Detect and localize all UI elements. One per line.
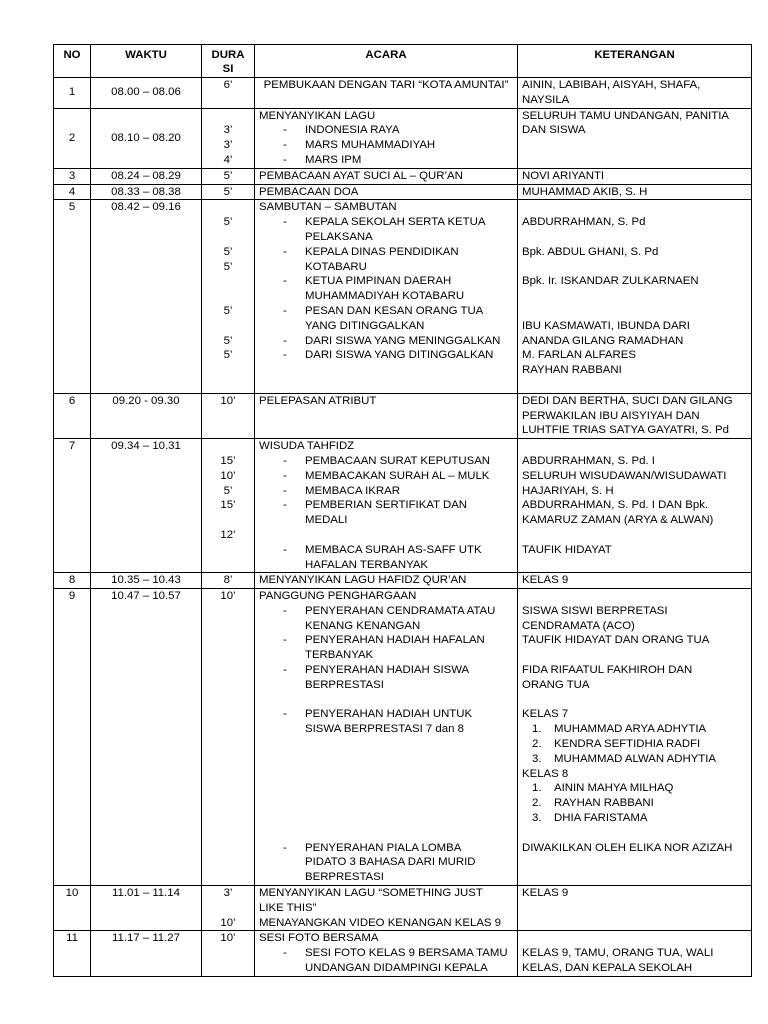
keterangan-line: LUHTFIE TRIAS SATYA GAYATRI, S. Pd — [522, 424, 729, 437]
acara-subitem: - PENYERAHAN CENDRAMATA ATAU KENANG KENANGAN — [259, 604, 513, 634]
table-row — [54, 184, 752, 200]
acara-subitem: - KETUA PIMPINAN DAERAH MUHAMMADIYAH KOTABARU — [259, 274, 513, 304]
row-waktu: 08.33 – 08.38 — [91, 184, 202, 200]
keterangan-line: DIWAKILKAN OLEH ELIKA NOR AZIZAH — [522, 841, 733, 854]
row-acara: PELEPASAN ATRIBUT — [255, 393, 518, 438]
durasi-item: 5’ — [223, 260, 233, 273]
row-no: 11 — [54, 931, 91, 976]
acara-subitem: - PENYERAHAN HADIAH SISWA BERPRESTASI — [259, 663, 513, 693]
acara-subitem: - PENYERAHAN HADIAH HAFALAN TERBANYAK — [259, 633, 513, 663]
row-no: 3 — [54, 168, 91, 184]
row-waktu: 10.35 – 10.43 — [91, 573, 202, 589]
keterangan-line: ABDURRAHMAN, S. Pd — [522, 216, 646, 229]
row-no: 2 — [54, 108, 91, 168]
row-no: 8 — [54, 573, 91, 589]
header-acara: ACARA — [255, 45, 518, 78]
acara-line: LIKE THIS” — [259, 901, 317, 914]
row-keterangan: SELURUH TAMU UNDANGAN, PANITIA DAN SISWA — [518, 108, 752, 168]
keterangan-line: HAJARIYAH, S. H — [522, 484, 614, 497]
header-durasi — [202, 45, 255, 78]
keterangan-line: IBU KASMAWATI, IBUNDA DARI — [522, 319, 690, 332]
header-durasi-text: DURASI — [211, 49, 245, 75]
durasi-item: 5’ — [223, 349, 233, 362]
acara-title: MENYANYIKAN LAGU — [259, 109, 376, 122]
table-row — [54, 108, 752, 168]
durasi-item: 5’ — [223, 245, 233, 258]
row-waktu: 08.24 – 08.29 — [91, 168, 202, 184]
acara-subitem: - MEMBACA SURAH AS-SAFF UTK HAFALAN TERBANYAK — [259, 543, 513, 573]
header-no: NO — [54, 45, 91, 78]
row-keterangan — [518, 439, 752, 573]
keterangan-line: ABDURRAHMAN, S. Pd. I DAN Bpk. — [522, 499, 709, 512]
acara-subitem: - PEMBERIAN SERTIFIKAT DAN MEDALI — [259, 498, 513, 528]
row-no: 7 — [54, 439, 91, 573]
table-row — [54, 200, 752, 393]
row-waktu: 08.00 – 08.06 — [91, 78, 202, 109]
row-no: 1 — [54, 78, 91, 109]
keterangan-line: ORANG TUA — [522, 678, 590, 691]
acara-subitem: - MARS MUHAMMADIYAH — [259, 138, 513, 153]
acara-subitem: - PENYERAHAN PIALA LOMBA PIDATO 3 BAHASA DARI MURID BERPRESTASI — [259, 841, 513, 885]
row-acara: PEMBACAAN AYAT SUCI AL – QUR’AN — [255, 168, 518, 184]
durasi-item: 10’ — [220, 469, 236, 482]
durasi-item: 15’ — [220, 454, 236, 467]
row-acara — [255, 439, 518, 573]
keterangan-line: CENDRAMATA (ACO) — [522, 619, 635, 632]
acara-subitem: - KEPALA DINAS PENDIDIKAN KOTABARU — [259, 245, 513, 275]
list-item: 1. AININ MAHYA MILHAQ — [532, 782, 674, 795]
row-waktu: 11.01 – 11.14 — [91, 886, 202, 931]
durasi-item: 10’ — [220, 916, 236, 929]
row-keterangan: MUHAMMAD AKIB, S. H — [518, 184, 752, 200]
row-keterangan — [518, 589, 752, 886]
acara-title: WISUDA TAHFIDZ — [259, 440, 355, 453]
row-keterangan — [518, 200, 752, 393]
keterangan-line: KELAS 9, TAMU, ORANG TUA, WALI — [522, 947, 714, 960]
row-acara — [255, 589, 518, 886]
keterangan-line: SISWA SISWI BERPRETASI — [522, 604, 668, 617]
durasi-item: 3’ — [223, 124, 233, 137]
durasi-item: 5’ — [223, 216, 233, 229]
list-item: 2. KENDRA SEFTIDHIA RADFI — [532, 738, 701, 751]
table-row — [54, 168, 752, 184]
acara-subitem: - PENYERAHAN HADIAH UNTUK SISWA BERPRESTASI 7 dan 8 — [259, 707, 513, 737]
row-no: 6 — [54, 393, 91, 438]
header-waktu: WAKTU — [91, 45, 202, 78]
row-acara — [255, 886, 518, 931]
row-waktu: 10.47 – 10.57 — [91, 589, 202, 886]
row-acara: MENYANYIKAN LAGU HAFIDZ QUR’AN — [255, 573, 518, 589]
keterangan-line: RAYHAN RABBANI — [522, 364, 622, 377]
row-durasi: 6’ — [202, 78, 255, 109]
row-keterangan: AININ, LABIBAH, AISYAH, SHAFA, NAYSILA — [518, 78, 752, 109]
keterangan-line: KELAS 7 — [522, 708, 569, 721]
row-waktu: 08.10 – 08.20 — [91, 108, 202, 168]
list-item: 3. DHIA FARISTAMA — [532, 812, 648, 825]
acara-subitem: - MEMBACA IKRAR — [259, 484, 513, 499]
row-acara — [255, 108, 518, 168]
acara-subitem: - MARS IPM — [259, 153, 513, 168]
keterangan-line: DEDI DAN BERTHA, SUCI DAN GILANG — [522, 394, 733, 407]
keterangan-line: ABDURRAHMAN, S. Pd. I — [522, 454, 655, 467]
row-acara — [255, 200, 518, 393]
keterangan-line: ANANDA GILANG RAMADHAN — [522, 334, 684, 347]
row-no: 10 — [54, 886, 91, 931]
keterangan-line: M. FARLAN ALFARES — [522, 349, 636, 362]
keterangan-line: TAUFIK HIDAYAT — [522, 543, 612, 556]
durasi-item: 4’ — [223, 153, 233, 166]
row-acara — [255, 931, 518, 976]
row-no: 5 — [54, 200, 91, 393]
row-keterangan — [518, 393, 752, 438]
keterangan-line: Bpk. ABDUL GHANI, S. Pd — [522, 245, 659, 258]
table-row — [54, 589, 752, 886]
durasi-item: 5’ — [223, 304, 233, 317]
table-row — [54, 393, 752, 438]
durasi-item: 3’ — [223, 887, 233, 900]
row-waktu: 09.34 – 10.31 — [91, 439, 202, 573]
row-durasi — [202, 108, 255, 168]
acara-subitem: - KEPALA SEKOLAH SERTA KETUA PELAKSANA — [259, 215, 513, 245]
acara-subitem: - MEMBACAKAN SURAH AL – MULK — [259, 469, 513, 484]
list-item: 3. MUHAMMAD ALWAN ADHYTIA — [532, 752, 717, 765]
schedule-table — [53, 44, 752, 977]
table-row — [54, 439, 752, 573]
row-keterangan: NOVI ARIYANTI — [518, 168, 752, 184]
acara-line: MENYANYIKAN LAGU “SOMETHING JUST — [259, 887, 483, 900]
row-no: 9 — [54, 589, 91, 886]
durasi-item: 3’ — [223, 139, 233, 152]
row-durasi — [202, 886, 255, 931]
keterangan-line: KELAS, DAN KEPALA SEKOLAH — [522, 962, 693, 975]
durasi-item: 5’ — [223, 334, 233, 347]
acara-subitem: - INDONESIA RAYA — [259, 123, 513, 138]
acara-subitem: - SESI FOTO KELAS 9 BERSAMA TAMU UNDANGAN DIDAMPINGI KEPALA — [259, 946, 513, 976]
acara-subitem: - PESAN DAN KESAN ORANG TUA YANG DITINGGALKAN — [259, 304, 513, 334]
row-durasi: 10’ — [202, 931, 255, 976]
table-row — [54, 78, 752, 109]
row-waktu: 08.42 – 09.16 — [91, 200, 202, 393]
durasi-item: 15’ — [220, 499, 236, 512]
row-durasi: 5’ — [202, 168, 255, 184]
row-keterangan: KELAS 9 — [518, 886, 752, 931]
keterangan-line: SELURUH WISUDAWAN/WISUDAWATI — [522, 469, 727, 482]
list-item: 2. RAYHAN RABBANI — [532, 797, 654, 810]
row-no: 4 — [54, 184, 91, 200]
row-durasi: 10’ — [202, 589, 255, 886]
acara-title: SAMBUTAN – SAMBUTAN — [259, 201, 397, 214]
row-waktu: 11.17 – 11.27 — [91, 931, 202, 976]
table-row — [54, 886, 752, 931]
acara-subitem: - PEMBACAAN SURAT KEPUTUSAN — [259, 454, 513, 469]
keterangan-line: PERWAKILAN IBU AISYIYAH DAN — [522, 409, 700, 422]
keterangan-line: FIDA RIFAATUL FAKHIROH DAN — [522, 664, 693, 677]
acara-line: MENAYANGKAN VIDEO KENANGAN KELAS 9 — [259, 916, 502, 929]
durasi-item: 12’ — [220, 528, 236, 541]
keterangan-line: KAMARUZ ZAMAN (ARYA & ALWAN) — [522, 514, 714, 527]
keterangan-line: Bpk. Ir. ISKANDAR ZULKARNAEN — [522, 275, 699, 288]
row-acara: PEMBUKAAN DENGAN TARI “KOTA AMUNTAI” — [255, 78, 518, 109]
acara-title: PANGGUNG PENGHARGAAN — [259, 590, 417, 603]
row-durasi — [202, 439, 255, 573]
row-durasi: 8’ — [202, 573, 255, 589]
acara-subitem: - DARI SISWA YANG MENINGGALKAN — [259, 334, 513, 349]
acara-subitem: - DARI SISWA YANG DITINGGALKAN — [259, 348, 513, 363]
durasi-item: 5’ — [223, 484, 233, 497]
row-durasi — [202, 200, 255, 393]
keterangan-line: TAUFIK HIDAYAT DAN ORANG TUA — [522, 634, 710, 647]
row-acara: PEMBACAAN DOA — [255, 184, 518, 200]
keterangan-line: KELAS 8 — [522, 767, 569, 780]
header-keterangan: KETERANGAN — [518, 45, 752, 78]
table-row — [54, 573, 752, 589]
row-durasi: 10’ — [202, 393, 255, 438]
row-keterangan — [518, 931, 752, 976]
row-waktu: 09.20 - 09.30 — [91, 393, 202, 438]
row-durasi: 5’ — [202, 184, 255, 200]
header-row — [54, 45, 752, 78]
acara-title: SESI FOTO BERSAMA — [259, 932, 379, 945]
row-keterangan: KELAS 9 — [518, 573, 752, 589]
table-row — [54, 931, 752, 976]
list-item: 1. MUHAMMAD ARYA ADHYTIA — [532, 723, 707, 736]
